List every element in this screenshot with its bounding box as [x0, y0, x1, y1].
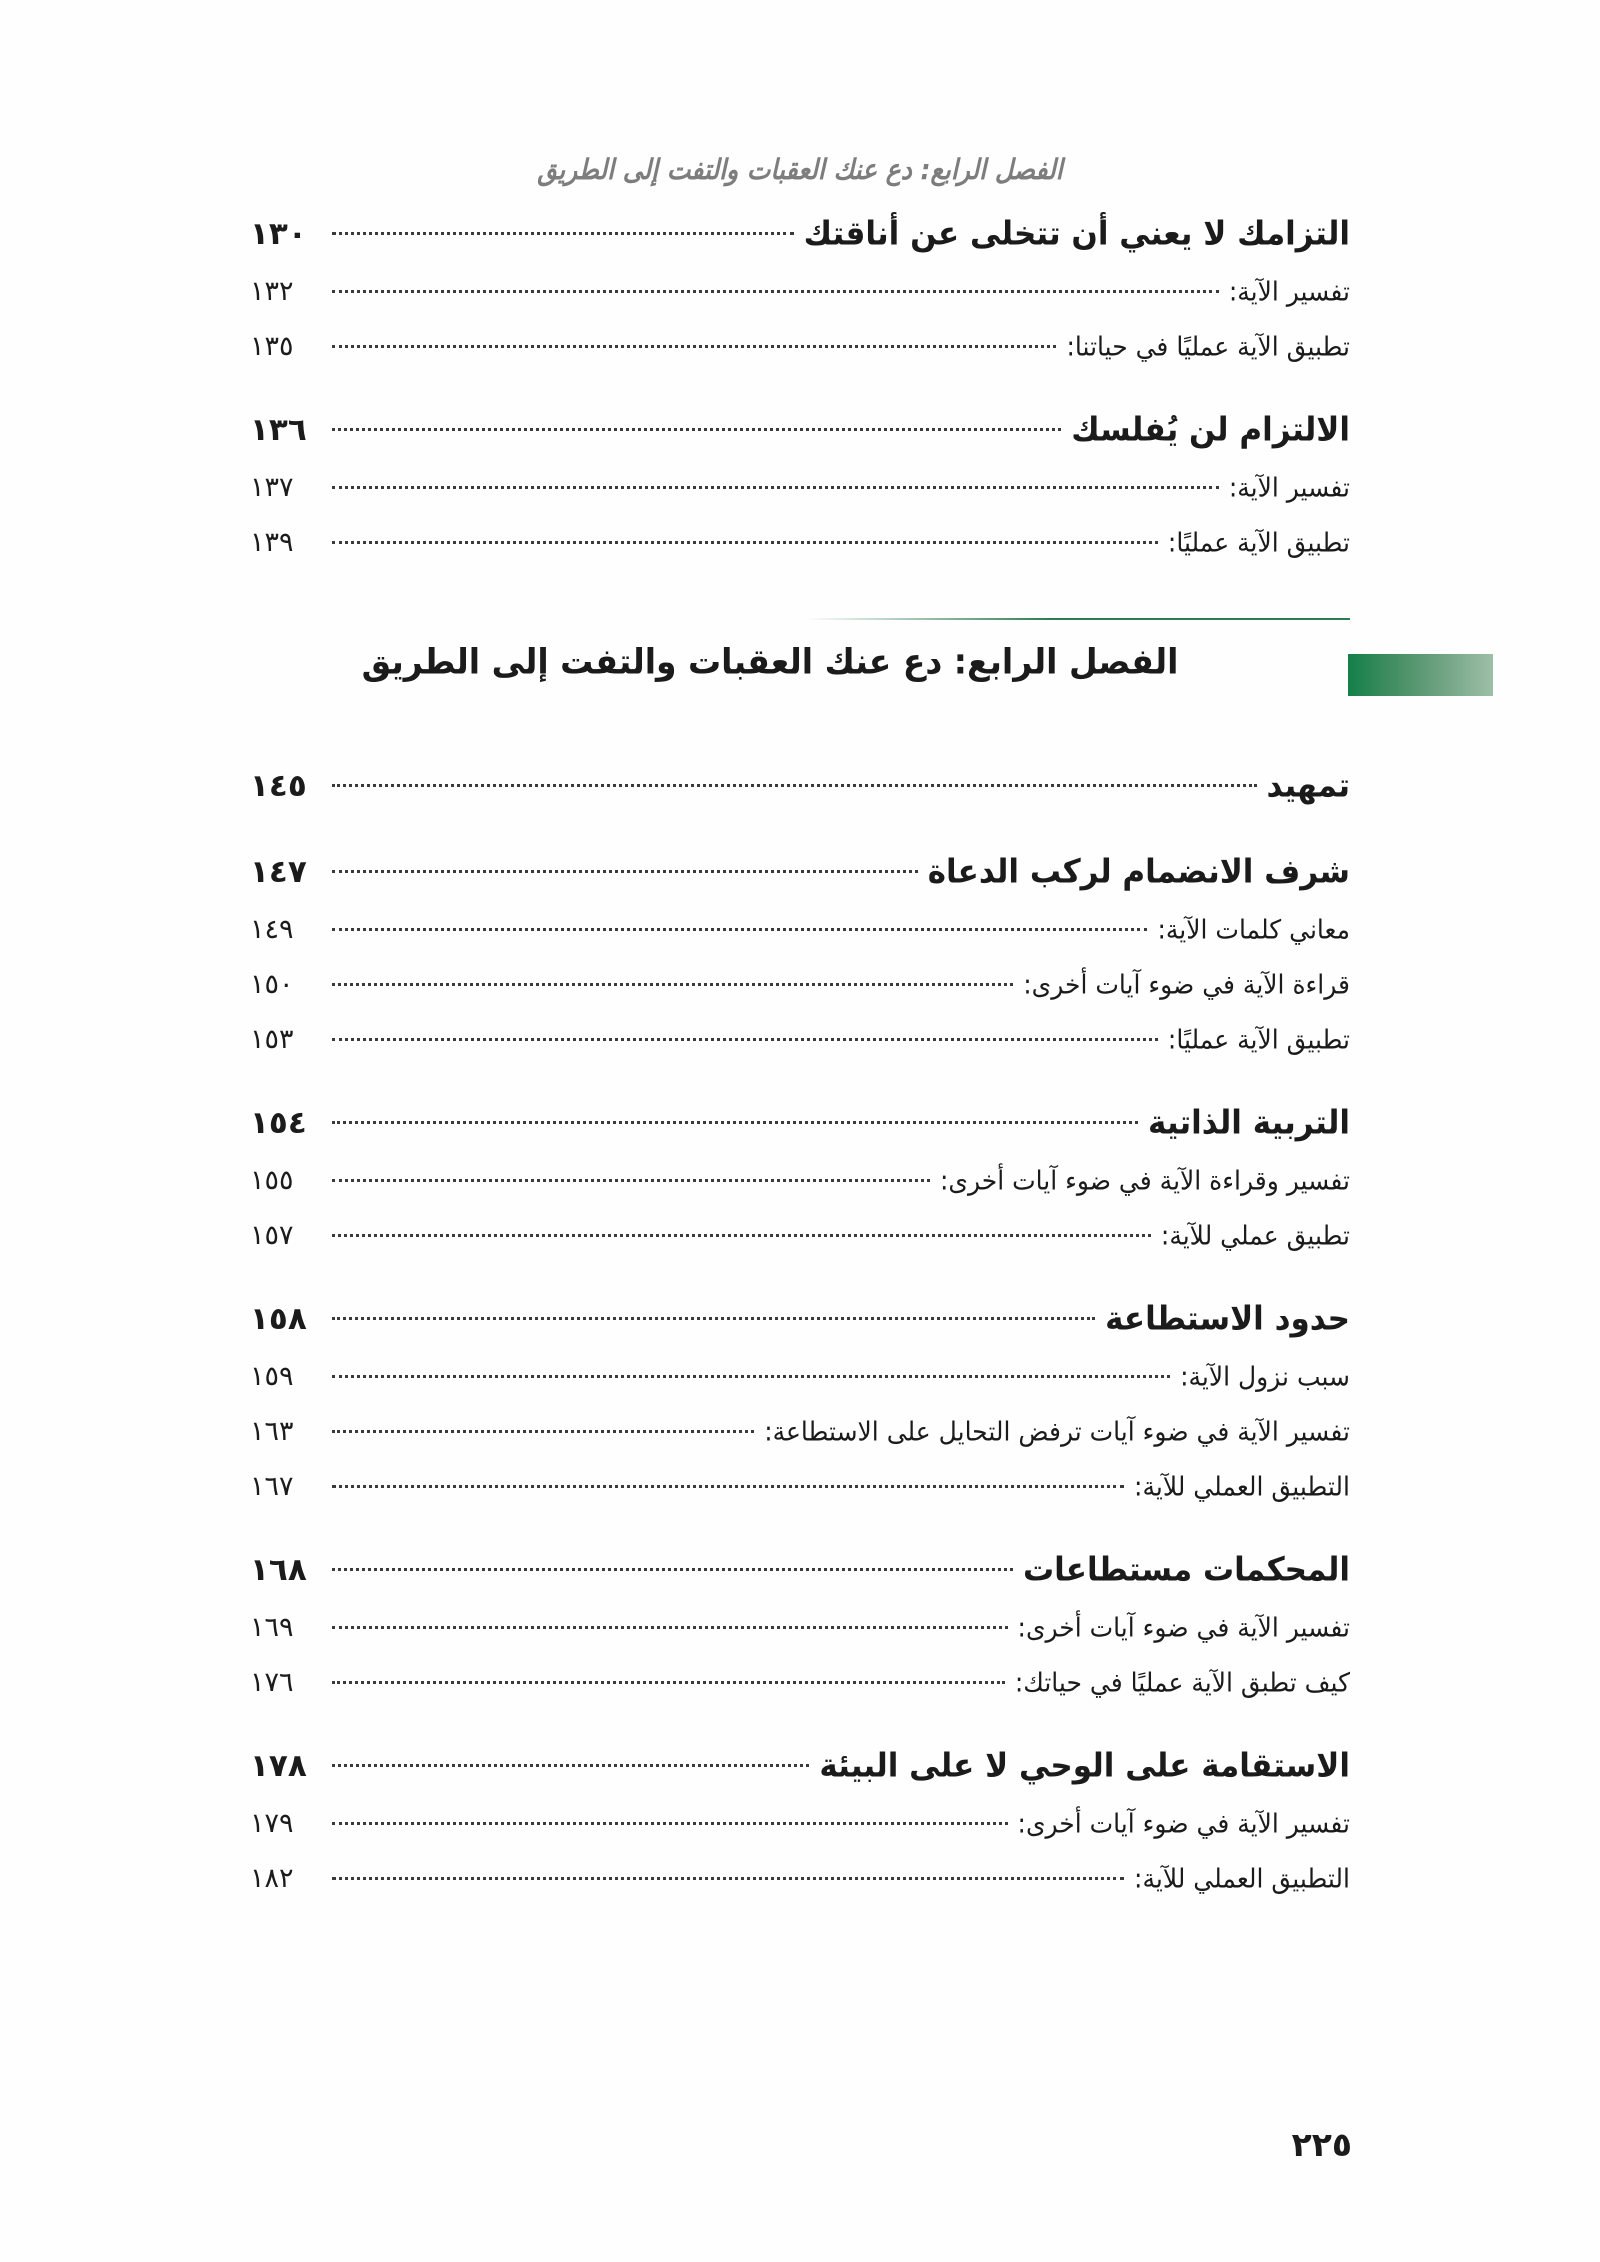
toc-entry-page-number: ١٦٩ [250, 1612, 294, 1643]
toc-leader-dots [332, 345, 1056, 348]
toc-leader-dots [332, 1179, 930, 1182]
toc-entry-major[interactable] [250, 854, 1350, 914]
toc-group [250, 412, 1350, 582]
toc-group [250, 1105, 1350, 1275]
toc-entry-page-number: ١٧٨ [250, 1748, 307, 1784]
toc-entry-sub[interactable] [250, 527, 1350, 582]
chapter-accent-bar [1348, 654, 1493, 696]
toc-leader-dots [332, 1121, 1138, 1124]
toc-entry-page-number: ١٤٩ [250, 914, 294, 945]
toc-entry-page-number: ١٦٧ [250, 1471, 294, 1502]
toc-entry-page-number: ١٥٤ [250, 1105, 307, 1141]
toc-entry-sub[interactable] [250, 331, 1350, 386]
spacer [250, 1722, 1350, 1748]
toc-leader-dots [332, 428, 1061, 431]
toc-leader-dots [332, 1485, 1124, 1488]
toc-entry-title: التربية الذاتية [1148, 1103, 1350, 1143]
toc-group [250, 1301, 1350, 1526]
toc-entry-sub[interactable] [250, 1612, 1350, 1667]
toc-entry-title: الالتزام لن يُفلسك [1071, 410, 1350, 450]
toc-entry-sub[interactable] [250, 1220, 1350, 1275]
toc-leader-dots [332, 870, 918, 873]
toc-entry-page-number: ١٣٩ [250, 527, 294, 558]
toc-group [250, 768, 1350, 828]
toc-entry-page-number: ١٧٩ [250, 1808, 294, 1839]
toc-leader-dots [332, 486, 1219, 489]
toc-leader-dots [332, 290, 1219, 293]
toc-group [250, 1748, 1350, 1918]
toc-entry-title: تفسير الآية في ضوء آيات أخرى: [1017, 1612, 1350, 1643]
toc-entry-major[interactable] [250, 412, 1350, 472]
toc-entry-page-number: ١٦٨ [250, 1552, 307, 1588]
toc-entry-major[interactable] [250, 768, 1350, 828]
toc-entry-title: التزامك لا يعني أن تتخلى عن أناقتك [803, 214, 1350, 254]
toc-entry-page-number: ١٤٧ [250, 854, 307, 890]
toc-leader-dots [332, 232, 794, 235]
toc-entry-title: تطبيق الآية عمليًا في حياتنا: [1066, 331, 1350, 362]
toc-leader-dots [332, 784, 1257, 787]
spacer [250, 752, 1350, 768]
toc-leader-dots [332, 1764, 809, 1767]
toc-entry-title: حدود الاستطاعة [1105, 1299, 1350, 1339]
toc-entry-page-number: ١٥٩ [250, 1361, 294, 1392]
toc-entry-page-number: ١٣٠ [250, 216, 307, 252]
toc-entry-sub[interactable] [250, 1808, 1350, 1863]
toc-leader-dots [332, 1681, 1005, 1684]
toc-group [250, 1552, 1350, 1722]
toc-leader-dots [332, 1877, 1124, 1880]
toc-leader-dots [332, 1568, 1013, 1571]
toc-group [250, 854, 1350, 1079]
toc-leader-dots [332, 541, 1158, 544]
spacer [250, 1079, 1350, 1105]
toc-leader-dots [332, 1822, 1008, 1825]
toc-entry-title: شرف الانضمام لركب الدعاة [927, 852, 1350, 892]
toc-entry-page-number: ١٨٢ [250, 1863, 294, 1894]
toc-entry-title: تطبيق الآية عمليًا: [1167, 527, 1350, 558]
spacer [250, 1275, 1350, 1301]
toc-entry-page-number: ١٣٢ [250, 276, 294, 307]
toc-entry-sub[interactable] [250, 1667, 1350, 1722]
toc-entry-title: تطبيق عملي للآية: [1160, 1220, 1350, 1251]
toc-entry-sub[interactable] [250, 1165, 1350, 1220]
toc-entry-sub[interactable] [250, 1416, 1350, 1471]
toc-leader-dots [332, 1038, 1158, 1041]
toc-leader-dots [332, 1375, 1170, 1378]
toc-entry-title: تفسير الآية في ضوء آيات ترفض التحايل على الاستطاعة: [764, 1416, 1350, 1447]
toc-entry-title: كيف تطبق الآية عمليًا في حياتك: [1014, 1667, 1350, 1698]
toc-group [250, 216, 1350, 386]
toc-entry-sub[interactable] [250, 472, 1350, 527]
toc-leader-dots [332, 1626, 1008, 1629]
toc-leader-dots [332, 983, 1013, 986]
running-header-text: الفصل الرابع: دع عنك العقبات والتفت إلى الطريق [537, 153, 1063, 186]
toc-entry-title: تفسير الآية: [1228, 472, 1350, 503]
table-of-contents [250, 216, 1350, 1918]
toc-entry-sub[interactable] [250, 914, 1350, 969]
toc-entry-sub[interactable] [250, 1863, 1350, 1918]
toc-entry-page-number: ١٥٣ [250, 1024, 294, 1055]
toc-leader-dots [332, 1317, 1095, 1320]
toc-entry-title: قراءة الآية في ضوء آيات أخرى: [1023, 969, 1350, 1000]
toc-entry-title: تطبيق الآية عمليًا: [1167, 1024, 1350, 1055]
toc-entry-title: التطبيق العملي للآية: [1134, 1863, 1350, 1894]
toc-entry-page-number: ١٥٧ [250, 1220, 294, 1251]
toc-entry-sub[interactable] [250, 1024, 1350, 1079]
spacer [250, 1526, 1350, 1552]
toc-leader-dots [332, 928, 1147, 931]
toc-entry-page-number: ١٥٥ [250, 1165, 294, 1196]
toc-entry-sub[interactable] [250, 1471, 1350, 1526]
running-header [185, 155, 1415, 184]
toc-entry-title: تفسير الآية في ضوء آيات أخرى: [1017, 1808, 1350, 1839]
toc-entry-page-number: ١٣٥ [250, 331, 294, 362]
toc-entry-page-number: ١٤٥ [250, 768, 307, 804]
chapter-title: الفصل الرابع: دع عنك العقبات والتفت إلى الطريق [361, 640, 1179, 683]
page-folio: ٢٢٥ [1291, 2125, 1352, 2164]
toc-entry-title: تمهيد [1266, 766, 1350, 806]
toc-entry-title: سبب نزول الآية: [1180, 1361, 1350, 1392]
spacer [250, 386, 1350, 412]
toc-entry-title: تفسير الآية: [1228, 276, 1350, 307]
toc-entry-page-number: ١٥٨ [250, 1301, 307, 1337]
toc-entry-major[interactable] [250, 1552, 1350, 1612]
toc-entry-sub[interactable] [250, 276, 1350, 331]
toc-entry-major[interactable] [250, 216, 1350, 276]
toc-entry-title: التطبيق العملي للآية: [1134, 1471, 1350, 1502]
toc-leader-dots [332, 1234, 1151, 1237]
toc-entry-title: تفسير وقراءة الآية في ضوء آيات أخرى: [939, 1165, 1350, 1196]
chapter-divider [250, 596, 1350, 746]
toc-entry-page-number: ١٥٠ [250, 969, 294, 1000]
toc-entry-title: معاني كلمات الآية: [1157, 914, 1350, 945]
toc-entry-major[interactable] [250, 1748, 1350, 1808]
toc-leader-dots [332, 1430, 754, 1433]
toc-entry-major[interactable] [250, 1105, 1350, 1165]
toc-entry-major[interactable] [250, 1301, 1350, 1361]
toc-entry-page-number: ١٣٦ [250, 412, 307, 448]
chapter-divider-rule [805, 618, 1350, 620]
toc-entry-sub[interactable] [250, 969, 1350, 1024]
toc-entry-page-number: ١٧٦ [250, 1667, 294, 1698]
toc-entry-page-number: ١٣٧ [250, 472, 294, 503]
toc-entry-page-number: ١٦٣ [250, 1416, 294, 1447]
toc-entry-title: الاستقامة على الوحي لا على البيئة [819, 1746, 1350, 1786]
toc-entry-sub[interactable] [250, 1361, 1350, 1416]
toc-entry-title: المحكمات مستطاعات [1023, 1550, 1350, 1590]
spacer [250, 828, 1350, 854]
